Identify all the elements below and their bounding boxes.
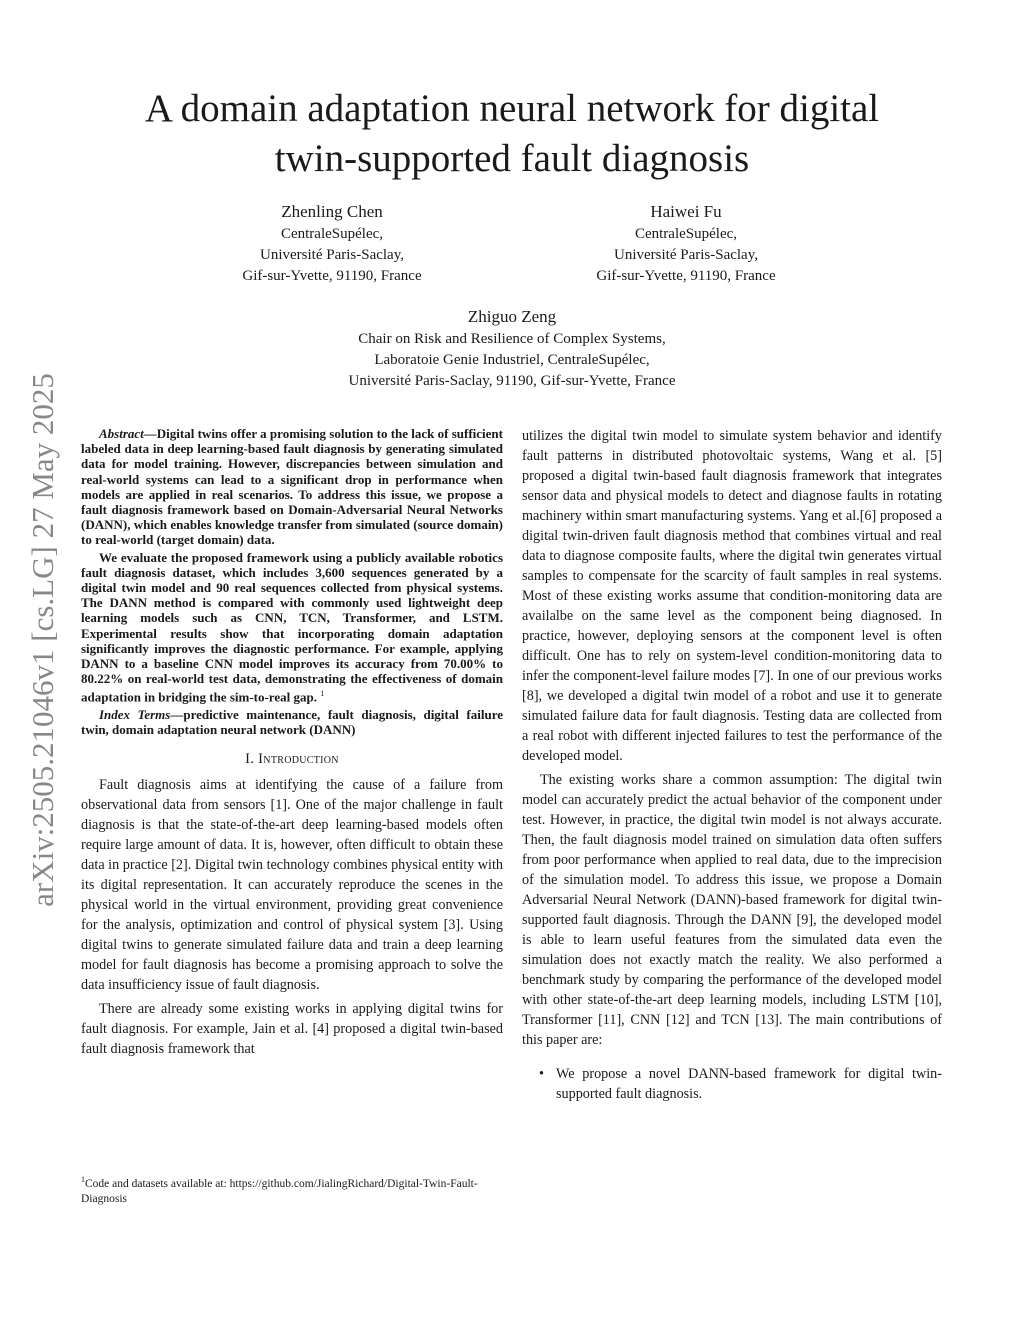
section-heading-introduction <box>81 749 503 769</box>
author-affiliation: Gif-sur-Yvette, 91190, France <box>242 268 422 284</box>
intro-paragraph-3: The existing works share a common assumption: The digital twin model can accurately predict the actual behavior of the component under test. However, in practice, the digital twin model is not always accurate. Then, the fault diagnosis model trained on simulation data often suffers from poor performance when applied to real data, due to the imprecision of the simulation model. To address this issue, we propose a Domain Adversarial Neural Network (DANN)-based framework for digital twin-supported fault diagnosis. Through the DANN [9], the developed model is able to learn useful features from the simulated data even the simulation does not exactly match the reality. We also performed a benchmark study by comparing the performance of the developed model with other state-of-the-art deep learning models, including LSTM [10], Transformer [11], CNN [12] and TCN [13]. The main contributions of this paper are: <box>522 772 942 1048</box>
section-number: I. <box>245 751 255 768</box>
author-affiliation: Université Paris-Saclay, 91190, Gif-sur-Yvette, France <box>348 373 676 389</box>
author-name: Zhenling Chen <box>281 202 383 221</box>
bullet-icon: • <box>539 1066 544 1082</box>
contributions-list <box>522 1064 942 1104</box>
intro-paragraph-1: Fault diagnosis aims at identifying the cause of a failure from observational data from sensors [1]. One of the major challenge in fault diagnosis is that the state-of-the-art deep learning-based models often require large amount of data. It is, however, often difficult to obtain these data in practice [2]. Digital twin technology combines physical entity with its digital representation. It can accurately reproduce the scenes in the physical world in the virtual environment, providing great convenience for the analysis, optimization and control of physical system [3]. Using digital twins to generate simulated failure data and train a deep learning model for fault diagnosis has become a promising approach to solve the data insufficiency issue of fault diagnosis. <box>81 777 503 994</box>
page-title <box>0 84 1024 184</box>
index-terms-text: —predictive maintenance, fault diagnosis, digital failure twin, domain adaptation neural network (DANN) <box>81 706 503 738</box>
abstract-text-2: We evaluate the proposed framework using a publicly available robotics fault diagnosis dataset, which includes 3,600 sequences generated by a digital twin model and 90 real sequences collected from physical systems. The DANN method is compared with commonly used lightweight deep learning models such as CNN, TCN, Transformer, and LSTM. Experimental results show that incorporating domain adaptation significantly improves the diagnostic performance. For example, applying DANN to a baseline CNN model improves its accuracy from 70.00% to 80.22% on real-world test data, demonstrating the effectiveness of domain adaptation in bridging the sim-to-real gap. <box>81 549 503 705</box>
index-terms <box>81 707 503 737</box>
abstract-text: —Digital twins offer a promising solution to the lack of sufficient labeled data in deep learning-based fault diagnosis by generating simulated data for model training. However, discrepancies between simulation and real-world systems can lead to a significant drop in performance when models are applied in real scenarios. To address this issue, we propose a fault diagnosis framework based on Domain-Adversarial Neural Networks (DANN), which enables knowledge transfer from simulated (source domain) to real-world (target domain) data. <box>81 426 503 548</box>
author-block-zeng <box>262 305 762 392</box>
footnote-mark: 1 <box>320 689 325 699</box>
author-affiliation: Chair on Risk and Resilience of Complex Systems, <box>358 331 666 347</box>
right-column <box>522 426 942 1104</box>
footnote <box>81 1172 503 1207</box>
author-affiliation: Laboratoie Genie Industriel, CentraleSupélec, <box>374 352 650 368</box>
left-column <box>81 426 503 1059</box>
section-title: Introduction <box>258 751 339 768</box>
abstract-paragraph-2 <box>81 550 503 705</box>
author-affiliation: Université Paris-Saclay, <box>260 247 404 263</box>
author-name: Haiwei Fu <box>650 202 722 221</box>
contribution-text: We propose a novel DANN-based framework for digital twin-supported fault diagnosis. <box>556 1066 942 1102</box>
author-block-chen <box>212 200 452 287</box>
intro-paragraph-2-continued: utilizes the digital twin model to simulate system behavior and identify fault patterns in distributed photovoltaic systems, Wang et al. [5] proposed a digital twin-based fault diagnosis framework that integrates sensor data and physical models to detect and diagnose faults in rotating machinery within smart manufacturing systems. Yang et al.[6] proposed a digital twin-driven fault diagnosis method that combines virtual and real data to diagnose composite faults, where the digital twin generates virtual samples to compensate for the scarcity of fault samples in real systems. Most of these existing works assume that condition-monitoring data are availalbe on the same level as the component being diagnosed. In practice, however, deploying sensors at the component level is often difficult. One has to rely on system-level condition-monitoring data to infer the component-level failure modes [7]. In one of our previous works [8], we developed a digital twin model of a robot and use it to generate simulated failure data for fault diagnosis. Testing data are collected from a real robot with different injected failures to test the performance of the developed model. <box>522 428 942 764</box>
abstract-paragraph <box>81 426 503 548</box>
author-affiliation: Gif-sur-Yvette, 91190, France <box>596 268 776 284</box>
index-terms-label: Index Terms <box>99 706 171 722</box>
intro-paragraph-2: There are already some existing works in applying digital twins for fault diagnosis. For example, Jain et al. [4] proposed a digital twin-based fault diagnosis framework that <box>81 1001 503 1058</box>
abstract-label: Abstract <box>99 426 144 441</box>
title-line-1: A domain adaptation neural network for digital <box>144 87 880 130</box>
author-affiliation: CentraleSupélec, <box>634 226 738 242</box>
footnote-number: 1 <box>81 1175 85 1184</box>
list-item <box>539 1064 942 1104</box>
author-affiliation: Université Paris-Saclay, <box>614 247 758 263</box>
title-line-2: twin-supported fault diagnosis <box>274 137 750 180</box>
author-name: Zhiguo Zeng <box>467 307 557 326</box>
arxiv-stamp: arXiv:2505.21046v1 [cs.LG] 27 May 2025 <box>25 373 60 907</box>
footnote-text: Code and datasets available at: https://github.com/JialingRichard/Digital-Twin-Fault-Diagnosis <box>81 1177 478 1205</box>
author-block-fu <box>566 200 806 287</box>
author-affiliation: CentraleSupélec, <box>280 226 384 242</box>
